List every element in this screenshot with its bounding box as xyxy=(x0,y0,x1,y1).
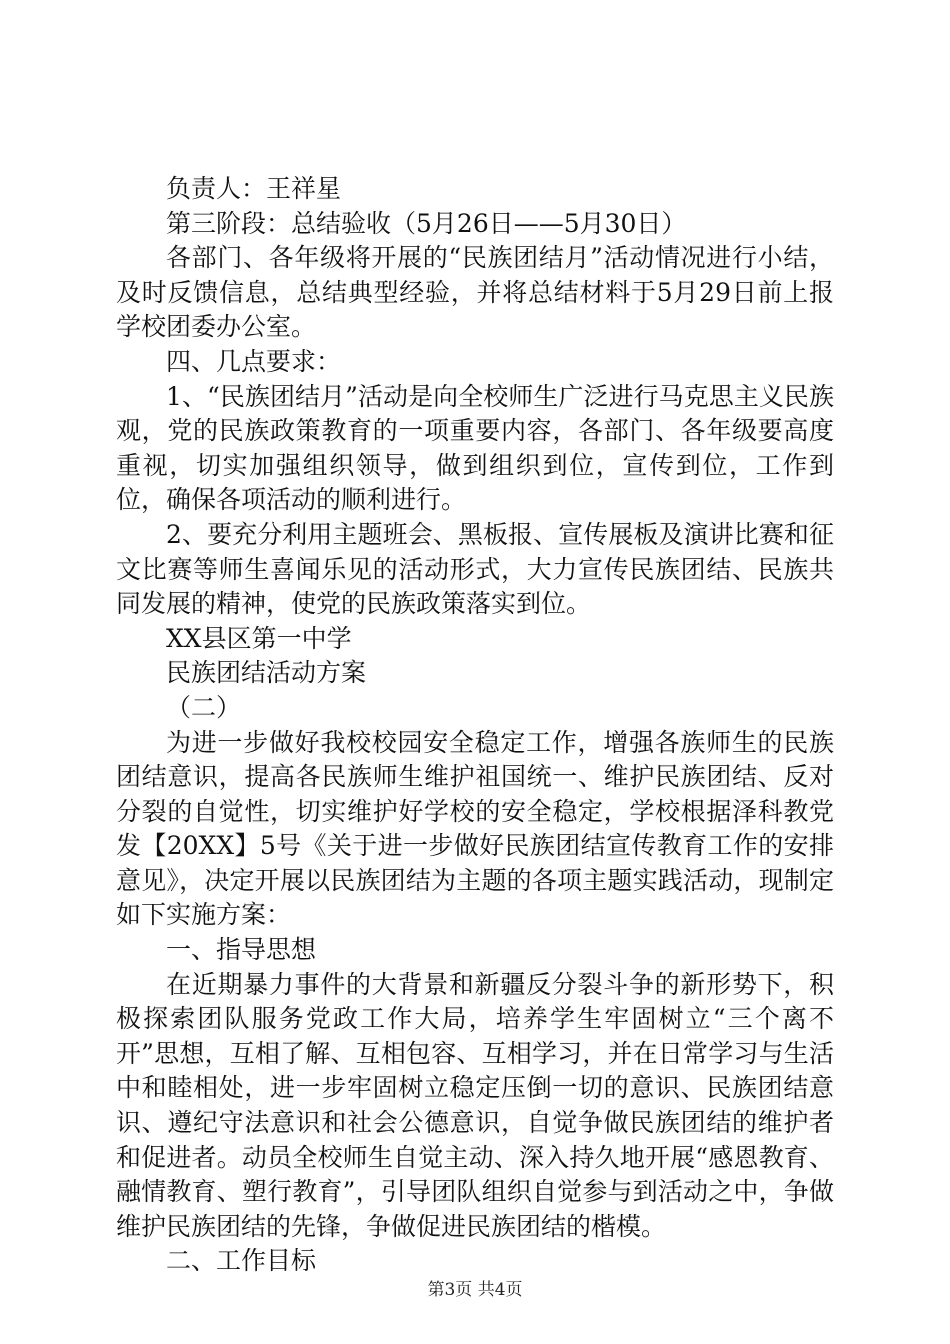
section-number: （二） xyxy=(166,692,242,722)
document-title: 民族团结活动方案 xyxy=(166,658,367,688)
heading-guiding-thought: 一、指导思想 xyxy=(166,935,317,965)
heading-requirements: 四、几点要求： xyxy=(166,346,342,376)
page-footer: 第3页 共4页 xyxy=(427,1280,523,1300)
paragraph-responsible-person: 负责人：王祥星 xyxy=(166,174,342,203)
heading-work-goals: 二、工作目标 xyxy=(166,1246,317,1276)
document-body xyxy=(116,172,834,1279)
paragraph-introduction: 为进一步做好我校校园安全稳定工作，增强各族师生的民族团结意识，提高各民族师生维护祖国统一、维护民族团结、反对分裂的自觉性，切实维护好学校的安全稳定，学校根据泽科教党发【20XX】5号《关于进一步做好民族团结宣传教育工作的安排意见》，决定开展以民族团结为主题的各项主题实践活动，现制定如下实施方案： xyxy=(116,727,834,930)
paragraph-phase-three-detail: 各部门、各年级将开展的“民族团结月”活动情况进行小结，及时反馈信息，总结典型经验，并将总结材料于5月29日前上报学校团委办公室。 xyxy=(116,243,834,342)
paragraph-phase-three: 第三阶段：总结验收（5月26日——5月30日） xyxy=(166,208,687,238)
paragraph-requirement-2: 2、要充分利用主题班会、黑板报、宣传展板及演讲比赛和征文比赛等师生喜闻乐见的活动形式，大力宣传民族团结、民族共同发展的精神，使党的民族政策落实到位。 xyxy=(116,519,834,619)
paragraph-school-name: XX县区第一中学 xyxy=(166,623,352,653)
paragraph-requirement-1: 1、“民族团结月”活动是向全校师生广泛进行马克思主义民族观，党的民族政策教育的一项重要内容，各部门、各年级要高度重视，切实加强组织领导，做到组织到位，宣传到位，工作到位，确保各项活动的顺利进行。 xyxy=(116,381,834,515)
paragraph-guiding-thought: 在近期暴力事件的大背景和新疆反分裂斗争的新形势下，积极探索团队服务党政工作大局，培养学生牢固树立“三个离不开”思想，互相了解、互相包容、互相学习，并在日常学习与生活中和睦相处，进一步牢固树立稳定压倒一切的意识、民族团结意识、遵纪守法意识和社会公德意识，自觉争做民族团结的维护者和促进者。动员全校师生自觉主动、深入持久地开展“感恩教育、融情教育、塑行教育”，引导团队组织自觉参与到活动之中，争做维护民族团结的先锋，争做促进民族团结的楷模。 xyxy=(116,969,834,1241)
